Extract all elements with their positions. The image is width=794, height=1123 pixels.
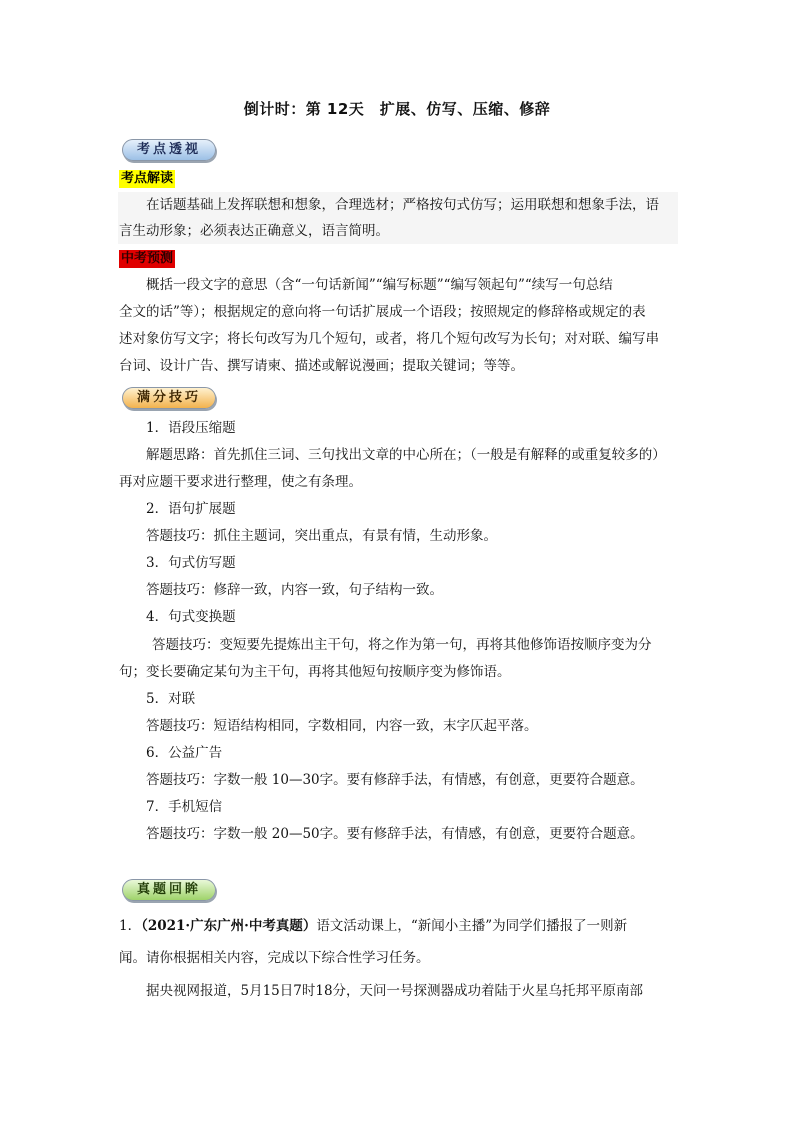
jiedu-line: 言生动形象；必须表达正确意义，语言简明。 — [119, 223, 389, 239]
jiedu-line: 在话题基础上发挥联想和想象，合理选材；严格按句式仿写；运用联想和想象手法，语 — [146, 197, 659, 213]
jiqiao-line: 1．语段压缩题 — [146, 420, 236, 436]
question-line-3: 据央视网报道，5月15日7时18分，天问一号探测器成功着陆于火星乌托邦平原南部 — [146, 983, 644, 999]
jiqiao-line: 解题思路：首先抓住三词、三句找出文章的中心所在；（一般是有解释的或重复较多的） — [146, 447, 666, 463]
section-label-kaodian-jiedu: 考点解读 — [121, 171, 174, 186]
question-line-1 — [119, 917, 627, 935]
question-number: 1． — [119, 918, 142, 934]
jiqiao-line: 2．语句扩展题 — [146, 501, 236, 517]
jiqiao-line: 3．句式仿写题 — [146, 555, 236, 571]
jiqiao-line: 5．对联 — [146, 691, 196, 707]
yuce-line: 概括一段文字的意思（含“一句话新闻”“编写标题”“编写领起句”“续写一句总结 — [146, 277, 613, 293]
section-badge-manfen-jiqiao: 满分技巧 — [122, 387, 216, 409]
page-title: 倒计时：第 12天 扩展、仿写、压缩、修辞 — [243, 100, 551, 118]
jiqiao-line: 答题技巧：字数一般 20—50字。要有修辞手法，有情感，有创意，更要符合题意。 — [146, 826, 644, 842]
question-line-2: 闻。请你根据相关内容，完成以下综合性学习任务。 — [119, 950, 430, 966]
jiqiao-line: 答题技巧：抓住主题词，突出重点，有景有情，生动形象。 — [146, 528, 497, 544]
jiqiao-line: 答题技巧：字数一般 10—30字。要有修辞手法，有情感，有创意，更要符合题意。 — [146, 772, 644, 788]
yuce-line: 全文的话”等）；根据规定的意向将一句话扩展成一个语段；按照规定的修辞格或规定的表 — [119, 304, 646, 320]
section-badge-kaodian-toushi: 考点透视 — [122, 139, 216, 161]
jiqiao-line: 句；变长要确定某句为主干句，再将其他短句按顺序变为修饰语。 — [119, 664, 511, 680]
yuce-line: 台词、设计广告、撰写请柬、描述或解说漫画；提取关键词；等等。 — [119, 358, 524, 374]
section-badge-zhenti-huimou: 真题回眸 — [122, 879, 216, 901]
yuce-line: 述对象仿写文字；将长句改写为几个短句，或者，将几个短句改写为长句；对对联、编写串 — [119, 331, 659, 347]
jiqiao-line: 答题技巧：修辞一致，内容一致，句子结构一致。 — [146, 582, 443, 598]
question-text: 语文活动课上，“新闻小主播”为同学们播报了一则新 — [316, 918, 628, 934]
jiqiao-line: 4．句式变换题 — [146, 609, 236, 625]
jiqiao-line: 7．手机短信 — [146, 799, 223, 815]
jiqiao-line: 答题技巧：变短要先提炼出主干句，将之作为第一句，再将其他修饰语按顺序变为分 — [152, 637, 652, 653]
section-label-zhongkao-yuce: 中考预测 — [121, 251, 174, 266]
jiqiao-line: 6．公益广告 — [146, 745, 223, 761]
question-source: （2021·广东广州·中考真题） — [141, 918, 317, 934]
jiqiao-line: 答题技巧：短语结构相同，字数相同，内容一致，末字仄起平落。 — [146, 718, 538, 734]
jiqiao-line: 再对应题干要求进行整理，使之有条理。 — [119, 474, 362, 490]
